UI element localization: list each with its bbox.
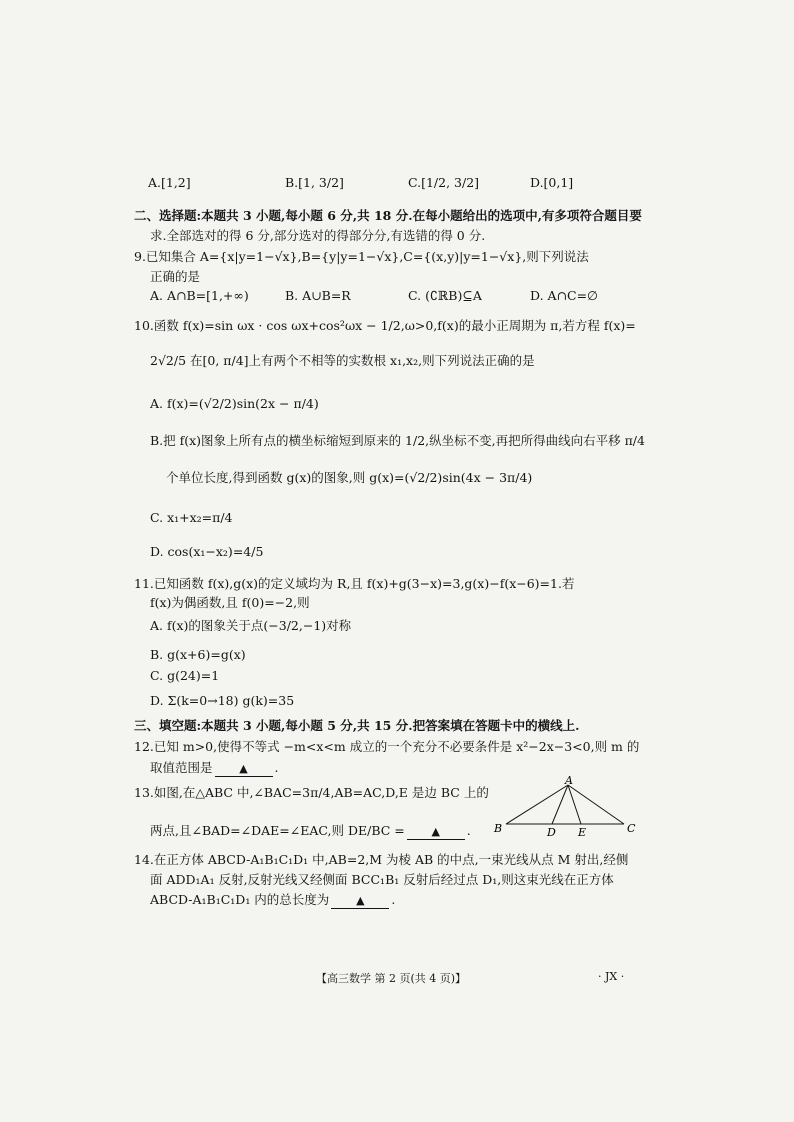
q8-option-c: C.[1/2, 3/2] <box>408 175 480 190</box>
footer-page-info: 【高三数学 第 2 页(共 4 页)】 <box>316 972 467 985</box>
q10-option-b-line2: 个单位长度,得到函数 g(x)的图象,则 g(x)=(√2/2)sin(4x − 3π/4) <box>166 470 533 485</box>
blank-triangle-icon: ▲ <box>356 894 365 907</box>
q11-option-b: B. g(x+6)=g(x) <box>150 647 246 662</box>
label-b: B <box>494 822 503 835</box>
label-d: D <box>547 826 556 839</box>
q12-stem-suffix: . <box>274 760 279 775</box>
q13-triangle-figure <box>488 776 638 840</box>
q9-option-a: A. A∩B=[1,+∞) <box>150 288 249 303</box>
label-e: E <box>578 826 587 839</box>
q9-stem-line1: 9.已知集合 A={x|y=1−√x},B={y|y=1−√x},C={(x,y)|y=1−√x},则下列说法 <box>134 249 589 264</box>
q11-stem-line2: f(x)为偶函数,且 f(0)=−2,则 <box>150 595 310 610</box>
q14-stem-suffix: . <box>391 892 396 907</box>
q12-stem-line2 <box>150 759 279 777</box>
q14-stem-line1: 14.在正方体 ABCD-A₁B₁C₁D₁ 中,AB=2,M 为棱 AB 的中点,一束光线从点 M 射出,经侧 <box>134 852 629 867</box>
q12-stem-prefix: 取值范围是 <box>150 760 213 775</box>
q9-option-c: C. (∁ℝB)⊆A <box>408 288 482 303</box>
q11-option-d: D. Σ(k=0→18) g(k)=35 <box>150 693 295 708</box>
q13-stem-prefix: 两点,且∠BAD=∠DAE=∠EAC,则 DE/BC = <box>150 823 405 838</box>
label-c: C <box>627 822 636 835</box>
q10-stem-line2: 2√2/5 在[0, π/4]上有两个不相等的实数根 x₁,x₂,则下列说法正确的是 <box>150 353 535 368</box>
segment-ac <box>568 785 624 824</box>
q12-stem-line1: 12.已知 m>0,使得不等式 −m<x<m 成立的一个充分不必要条件是 x²−2x−3<0,则 m 的 <box>134 739 640 754</box>
q14-answer-blank[interactable] <box>331 893 389 909</box>
segment-ae <box>568 785 581 824</box>
q9-option-b: B. A∪B=R <box>285 288 351 303</box>
q9-option-d: D. A∩C=∅ <box>530 288 598 303</box>
segment-ab <box>506 785 568 824</box>
q14-stem-line2: 面 ADD₁A₁ 反射,反射光线又经侧面 BCC₁B₁ 反射后经过点 D₁,则这束光线在正方体 <box>150 872 614 887</box>
q10-option-d: D. cos(x₁−x₂)=4/5 <box>150 544 264 559</box>
q10-option-b-line1: B.把 f(x)图象上所有点的横坐标缩短到原来的 1/2,纵坐标不变,再把所得曲线向右平移 π/4 <box>150 433 645 448</box>
q13-answer-blank[interactable] <box>407 824 465 840</box>
q9-stem-line2: 正确的是 <box>150 269 201 284</box>
q13-stem-suffix: . <box>466 823 471 838</box>
q13-stem-line2 <box>150 822 471 840</box>
blank-triangle-icon: ▲ <box>239 762 248 775</box>
segment-ad <box>552 785 568 824</box>
q8-option-d: D.[0,1] <box>530 175 574 190</box>
q11-option-c: C. g(24)=1 <box>150 668 220 683</box>
q8-option-b: B.[1, 3/2] <box>285 175 344 190</box>
q10-option-a: A. f(x)=(√2/2)sin(2x − π/4) <box>150 396 319 411</box>
blank-triangle-icon: ▲ <box>431 825 440 838</box>
section2-heading-line1 <box>134 207 642 225</box>
q13-stem-line1: 13.如图,在△ABC 中,∠BAC=3π/4,AB=AC,D,E 是边 BC 上的 <box>134 785 489 800</box>
q14-stem-line3 <box>150 891 395 909</box>
q10-stem-line1: 10.函数 f(x)=sin ωx · cos ωx+cos²ωx − 1/2,ω>0,f(x)的最小正周期为 π,若方程 f(x)= <box>134 318 636 333</box>
q11-stem-line1: 11.已知函数 f(x),g(x)的定义域均为 R,且 f(x)+g(3−x)=3,g(x)−f(x−6)=1.若 <box>134 576 575 591</box>
section2-text: 二、选择题:本题共 3 小题,每小题 6 分,共 18 分.在每小题给出的选项中,有多项符合题目要 <box>134 208 642 223</box>
q14-stem-prefix: ABCD-A₁B₁C₁D₁ 内的总长度为 <box>150 892 330 907</box>
section3-heading: 三、填空题:本题共 3 小题,每小题 5 分,共 15 分.把答案填在答题卡中的横线上. <box>134 718 580 733</box>
q10-option-c: C. x₁+x₂=π/4 <box>150 510 233 525</box>
q12-answer-blank[interactable] <box>215 761 273 777</box>
q8-option-a: A.[1,2] <box>148 175 191 190</box>
label-a: A <box>565 776 573 787</box>
section2-heading-line2: 求.全部选对的得 6 分,部分选对的得部分分,有选错的得 0 分. <box>150 228 486 243</box>
q11-option-a: A. f(x)的图象关于点(−3/2,−1)对称 <box>150 618 352 633</box>
footer-code: · JX · <box>598 970 625 983</box>
